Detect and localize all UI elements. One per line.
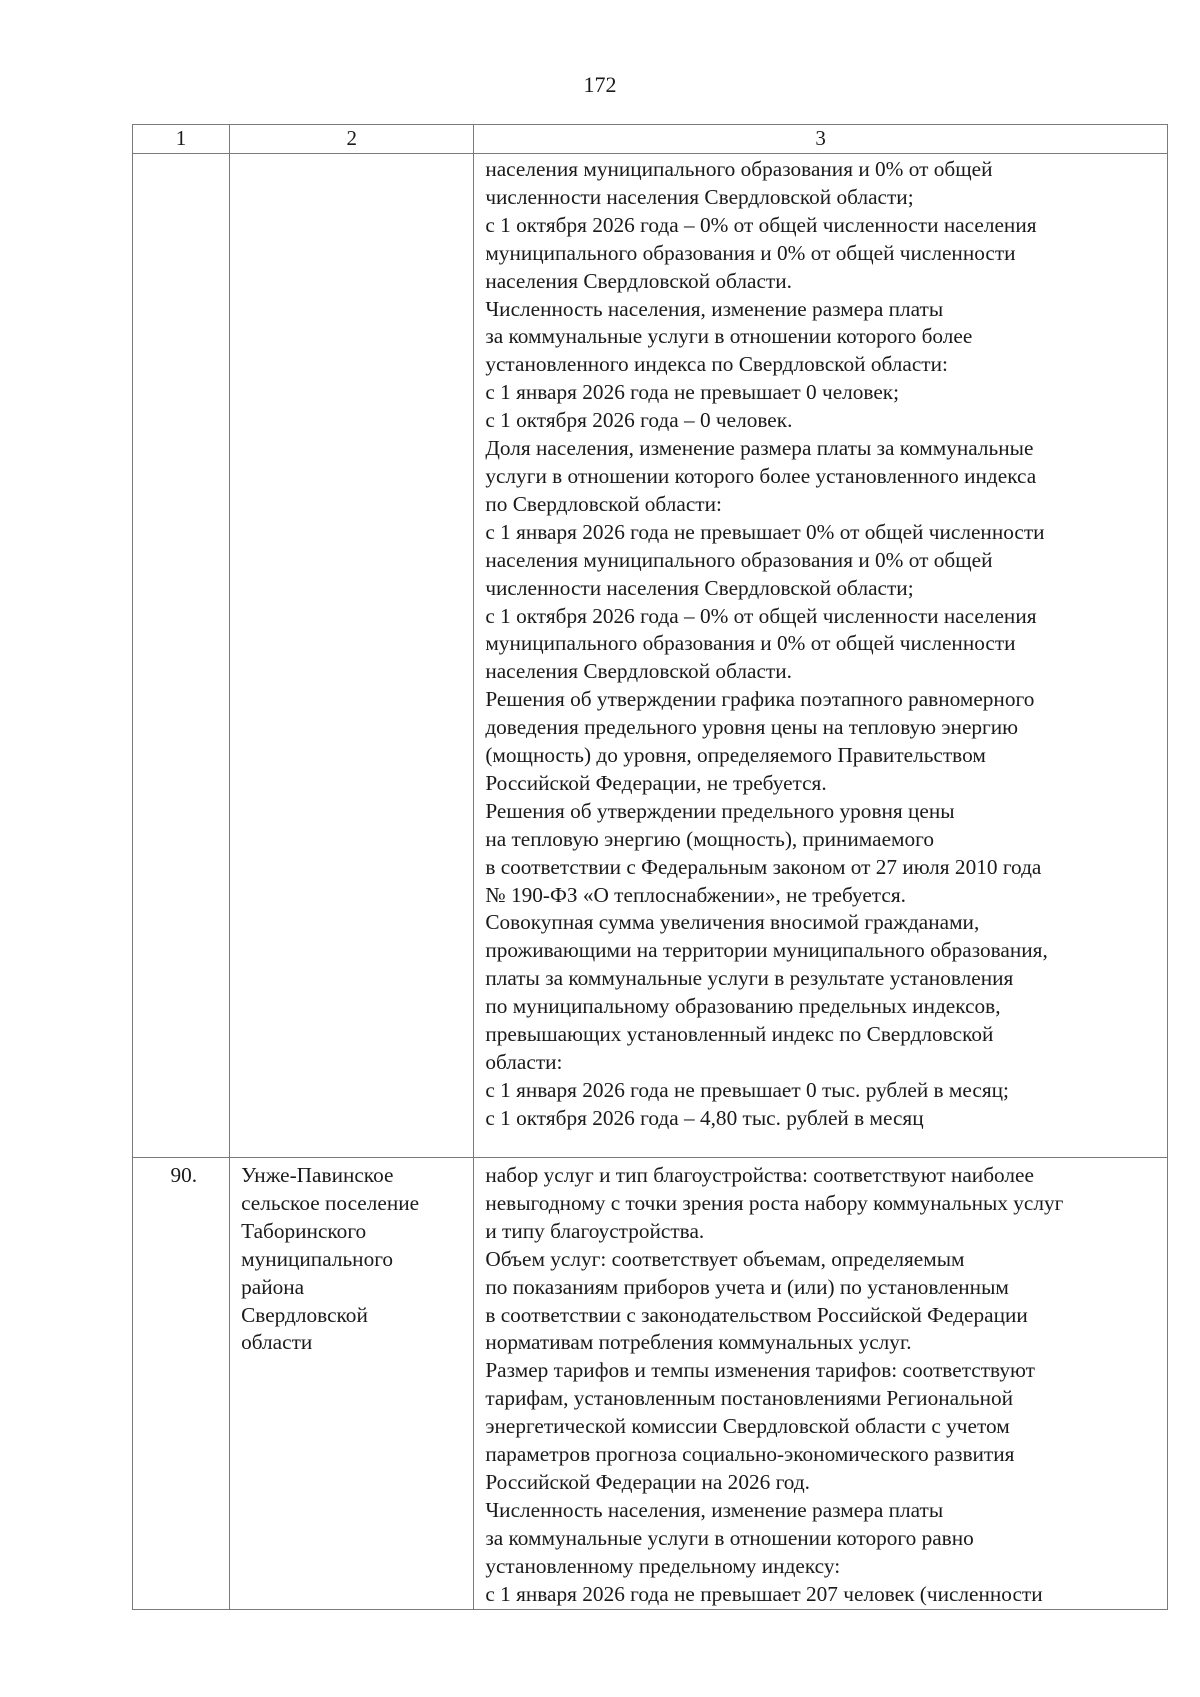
text-line: с 1 октября 2026 года – 0% от общей численности населения [485,603,1037,628]
text-line: области [241,1330,313,1355]
text-line: численности населения Свердловской области; [485,575,914,600]
column-header-1: 1 [133,125,230,154]
text-line: нормативам потребления коммунальных услуг. [485,1330,912,1355]
description-cell [474,1158,1168,1610]
text-line: (мощность) до уровня, определяемого Правительством [485,743,986,768]
text-line: Свердловской [241,1302,368,1327]
row-number-cell [133,154,230,1158]
text-line: за коммунальные услуги в отношении которого более [485,324,973,349]
text-line: Объем услуг: соответствует объемам, определяемым [485,1246,965,1271]
text-line: платы за коммунальные услуги в результате установления [485,966,1014,991]
description-cell [474,154,1168,1158]
text-line: Численность населения, изменение размера платы [485,296,944,321]
text-line: Решения об утверждении графика поэтапного равномерного [485,687,1035,712]
text-line: муниципального образования и 0% от общей численности [485,240,1016,265]
municipality-name-cell [230,154,474,1158]
text-line: в соответствии с Федеральным законом от 27 июля 2010 года [485,854,1042,879]
text-line: № 190-ФЗ «О теплоснабжении», не требуется. [485,882,906,907]
text-line: энергетической комиссии Свердловской области с учетом [485,1414,1010,1439]
column-header-3: 3 [474,125,1168,154]
text-line: проживающими на территории муниципального образования, [485,938,1048,963]
row-number-cell: 90. [133,1158,230,1610]
table-row-continuation [133,154,1168,1158]
text-line: муниципального образования и 0% от общей численности [485,631,1016,656]
text-line: Доля населения, изменение размера платы за коммунальные [485,436,1034,461]
text-line: района [241,1274,305,1299]
text-line: с 1 января 2026 года не превышает 0 человек; [485,380,900,405]
text-line: населения Свердловской области. [485,268,792,293]
text-line: доведения предельного уровня цены на тепловую энергию [485,715,1019,740]
text-line: услуги в отношении которого более установленного индекса [485,463,1037,488]
text-line: набор услуг и тип благоустройства: соответствуют наиболее [485,1163,1034,1187]
text-line: по показаниям приборов учета и (или) по установленным [485,1274,1009,1299]
text-line: населения Свердловской области. [485,659,792,684]
page-number: 172 [583,72,617,97]
description-text [485,1162,1167,1609]
text-line: населения муниципального образования и 0% от общей [485,547,993,572]
text-line: с 1 января 2026 года не превышает 0% от общей численности [485,519,1045,544]
column-header-2: 2 [230,125,474,154]
description-text [485,156,1167,1133]
text-line: муниципального [241,1246,394,1271]
text-line: превышающих установленный индекс по Свердловской [485,1022,994,1047]
text-line: установленного индекса по Свердловской области: [485,352,948,377]
text-line: с 1 октября 2026 года – 0% от общей численности населения [485,212,1037,237]
text-line: невыгодному с точки зрения роста набору коммунальных услуг [485,1190,1064,1215]
text-line: Таборинского [241,1218,367,1243]
text-line: Размер тарифов и темпы изменения тарифов: соответствуют [485,1358,1035,1383]
text-line: Российской Федерации на 2026 год. [485,1469,811,1494]
tariff-table [132,124,1168,1610]
text-line: в соответствии с законодательством Российской Федерации [485,1302,1028,1327]
text-line: с 1 октября 2026 года – 4,80 тыс. рублей в месяц [485,1105,924,1130]
municipality-name-text [241,1162,473,1357]
text-line: Унже-Павинское [241,1163,394,1187]
table-header-row [133,125,1168,154]
text-line: по Свердловской области: [485,491,722,516]
text-line: тарифам, установленным постановлениями Региональной [485,1386,1014,1411]
text-line: Решения об утверждении предельного уровня цены [485,798,955,823]
text-line: параметров прогноза социально-экономического развития [485,1442,1015,1467]
text-line: на тепловую энергию (мощность), принимаемого [485,826,935,851]
text-line: Совокупная сумма увеличения вносимой гражданами, [485,910,980,935]
text-line: населения муниципального образования и 0% от общей [485,157,993,181]
text-line: сельское поселение [241,1190,420,1215]
text-line: установленному предельному индексу: [485,1553,841,1578]
text-line: за коммунальные услуги в отношении которого равно [485,1525,974,1550]
text-line: по муниципальному образованию предельных индексов, [485,994,1001,1019]
text-line: области: [485,1050,563,1074]
text-line: Численность населения, изменение размера платы [485,1497,944,1522]
text-line: с 1 января 2026 года не превышает 207 человек (численности [485,1581,1043,1606]
text-line: численности населения Свердловской области; [485,184,914,209]
text-line: Российской Федерации, не требуется. [485,770,827,795]
text-line: и типу благоустройства. [485,1218,705,1243]
text-line: с 1 октября 2026 года – 0 человек. [485,408,793,433]
table-row-90 [133,1158,1168,1610]
text-line: с 1 января 2026 года не превышает 0 тыс. рублей в месяц; [485,1077,1009,1102]
municipality-name-cell [230,1158,474,1610]
